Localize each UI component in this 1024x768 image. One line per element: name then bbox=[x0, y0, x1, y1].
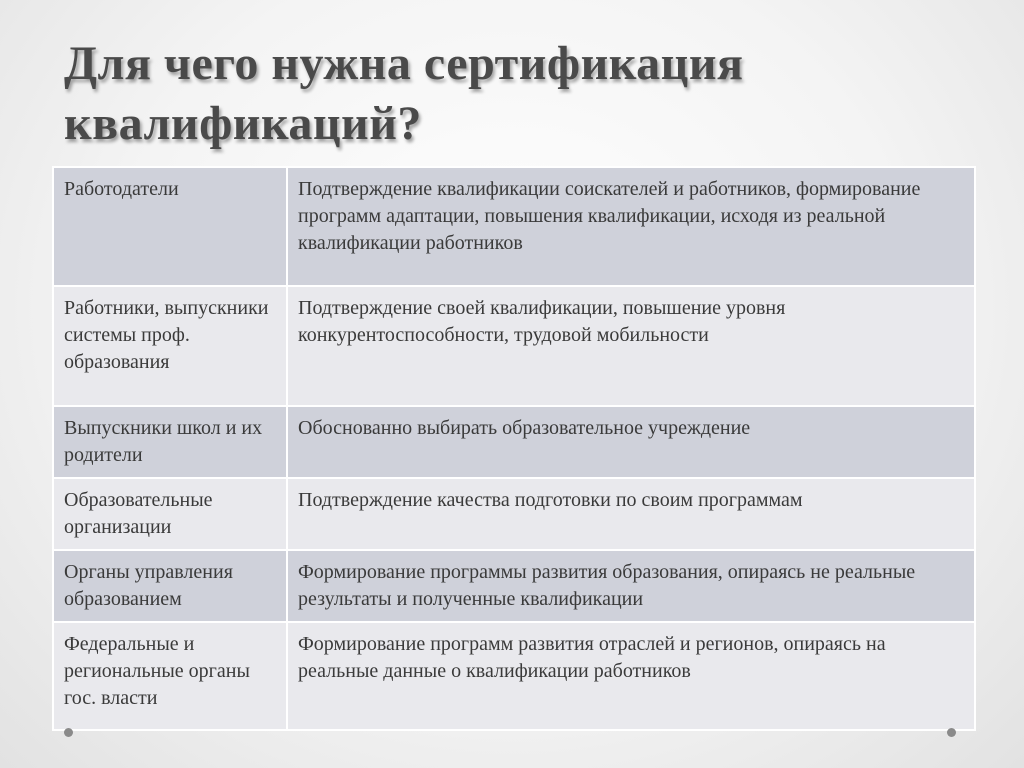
stakeholder-cell: Образовательные организации bbox=[53, 478, 287, 550]
stakeholder-cell: Выпускники школ и их родители bbox=[53, 406, 287, 478]
stakeholder-table bbox=[52, 166, 976, 731]
purpose-cell: Подтверждение своей квалификации, повышение уровня конкурентоспособности, трудовой мобильности bbox=[287, 286, 975, 406]
table-row bbox=[53, 622, 975, 730]
purpose-cell: Подтверждение качества подготовки по своим программам bbox=[287, 478, 975, 550]
decorative-dot-left bbox=[64, 728, 73, 737]
table-row bbox=[53, 167, 975, 286]
slide-title: Для чего нужна сертификация квалификаций? bbox=[64, 37, 744, 150]
table-row bbox=[53, 286, 975, 406]
purpose-cell: Формирование программы развития образования, опираясь не реальные результаты и полученные квалификации bbox=[287, 550, 975, 622]
stakeholder-cell: Органы управления образованием bbox=[53, 550, 287, 622]
table-row bbox=[53, 478, 975, 550]
stakeholder-cell: Федеральные и региональные органы гос. власти bbox=[53, 622, 287, 730]
table-row bbox=[53, 406, 975, 478]
stakeholder-table-container bbox=[52, 166, 974, 731]
stakeholder-cell: Работники, выпускники системы проф. образования bbox=[53, 286, 287, 406]
decorative-dot-right bbox=[947, 728, 956, 737]
purpose-cell: Обоснованно выбирать образовательное учреждение bbox=[287, 406, 975, 478]
stakeholder-cell: Работодатели bbox=[53, 167, 287, 286]
purpose-cell: Формирование программ развития отраслей и регионов, опираясь на реальные данные о квалификации работников bbox=[287, 622, 975, 730]
table-row bbox=[53, 550, 975, 622]
purpose-cell: Подтверждение квалификации соискателей и работников, формирование программ адаптации, повышения квалификации, исходя из реальной квалификации работников bbox=[287, 167, 975, 286]
